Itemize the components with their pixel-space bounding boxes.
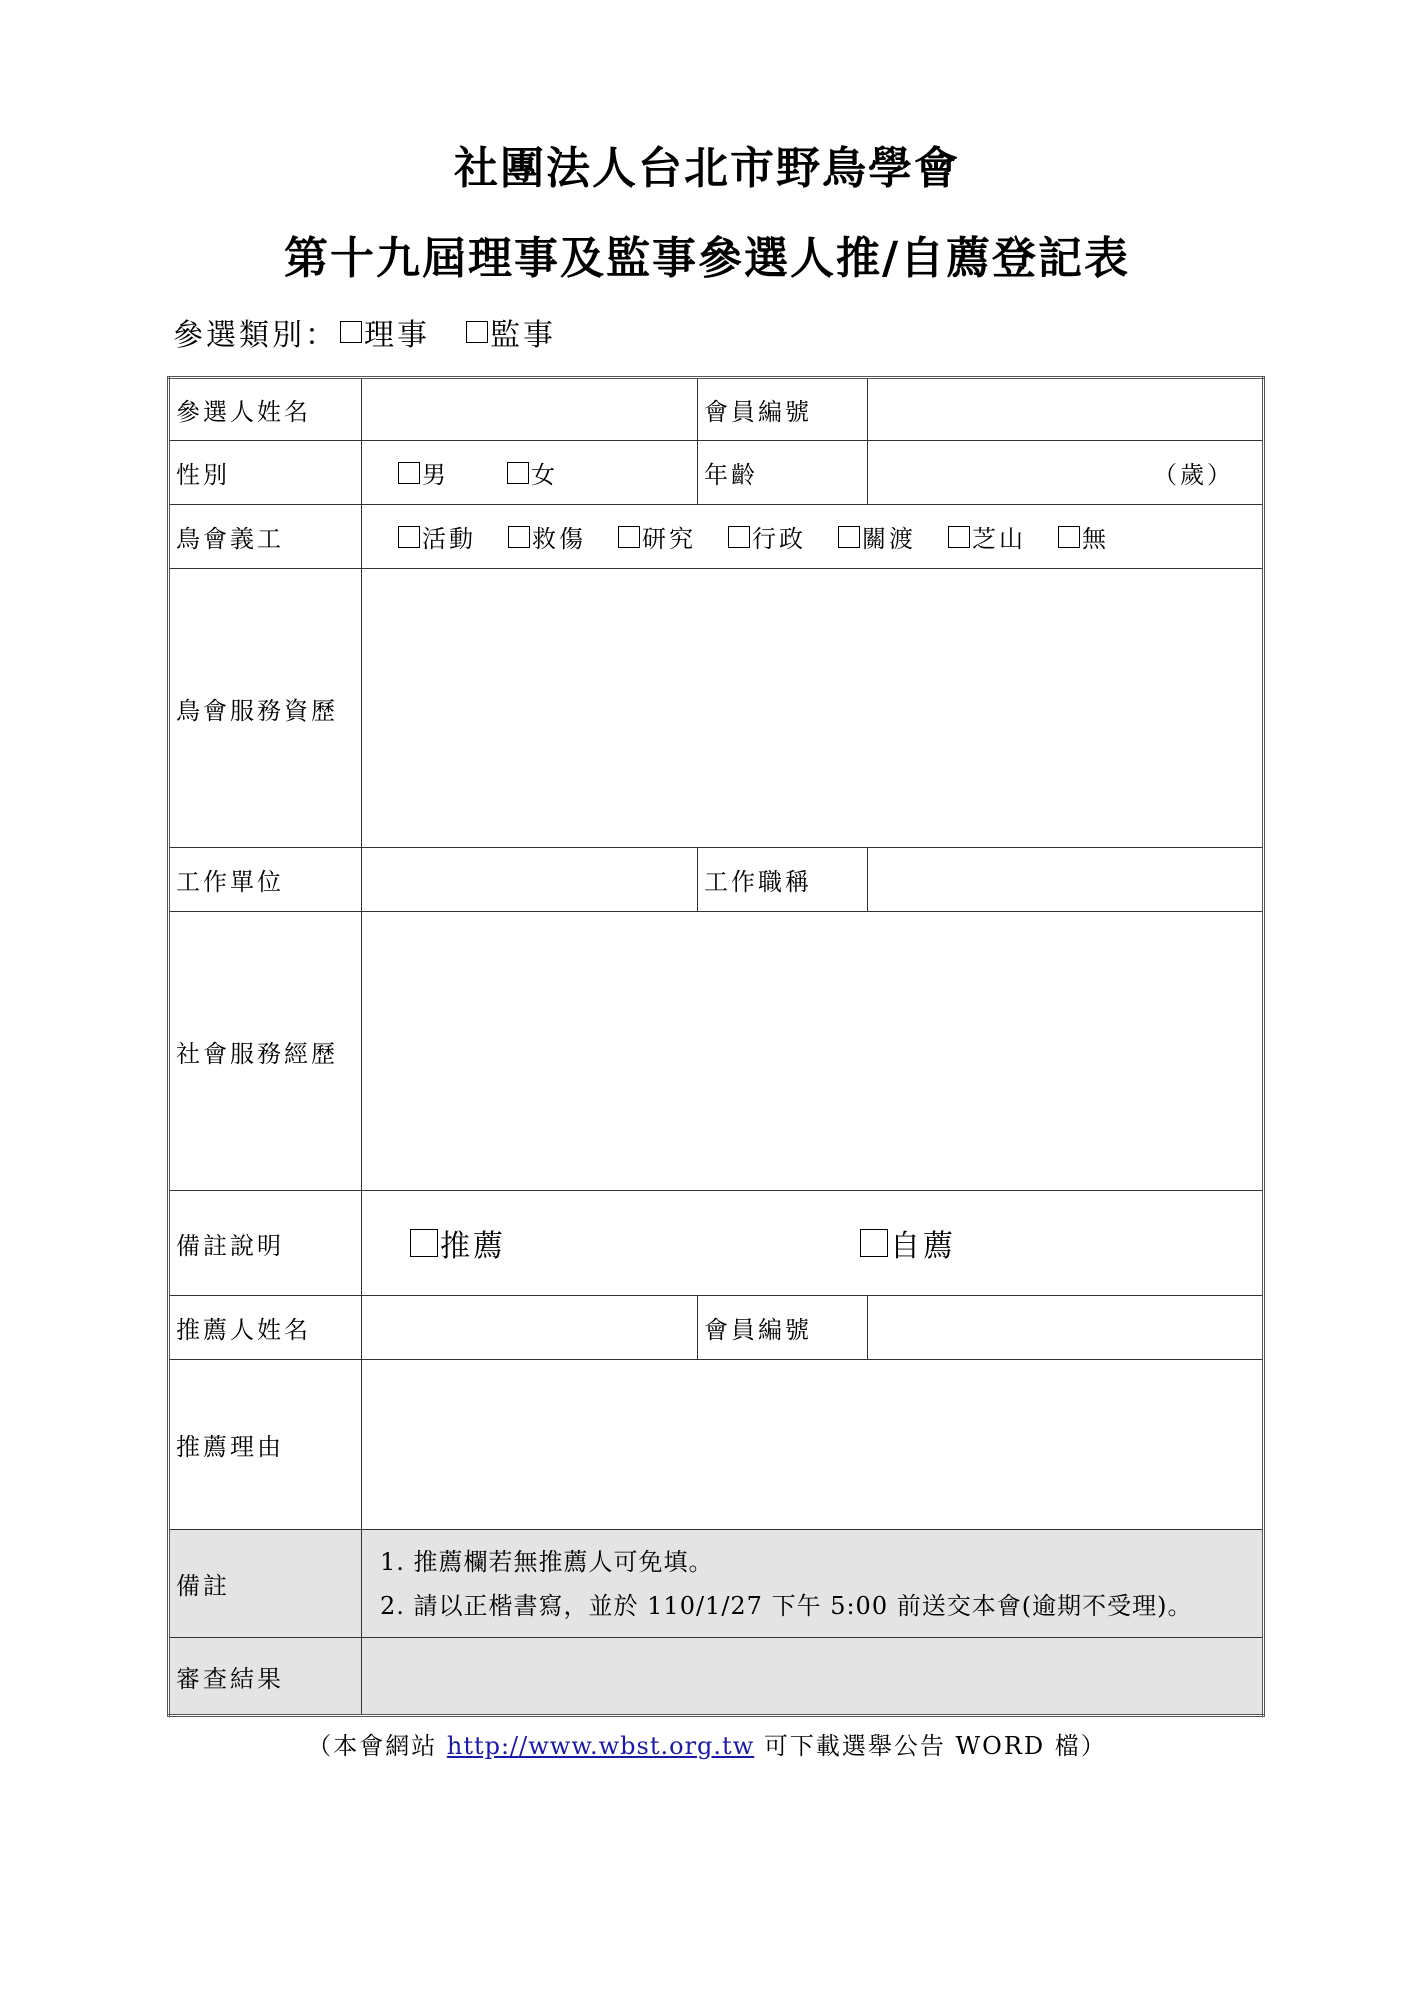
age-field[interactable]: （歲）: [868, 441, 1264, 505]
category-option-director: 理事: [364, 318, 430, 353]
candidate-name-label: 參選人姓名: [169, 378, 362, 441]
job-title-field[interactable]: [868, 848, 1264, 912]
remark-label: 備註說明: [169, 1191, 362, 1296]
website-link[interactable]: http://www.wbst.org.tw: [446, 1732, 755, 1760]
footer-suffix: 可下載選舉公告 WORD 檔）: [754, 1732, 1107, 1760]
recommender-name-field[interactable]: [362, 1296, 698, 1360]
gender-option-male: 男: [422, 461, 449, 489]
form-title: 社團法人台北市野鳥學會: [454, 143, 960, 194]
volunteer-option: 行政: [752, 525, 806, 553]
remark-options: [362, 1191, 1264, 1296]
category-option-supervisor: 監事: [490, 318, 556, 353]
volunteer-option: 芝山: [972, 525, 1026, 553]
volunteer-options: [362, 505, 1264, 569]
volunteer-option: 活動: [422, 525, 476, 553]
notes-label: 備註: [169, 1530, 362, 1638]
job-title-label: 工作職稱: [698, 848, 868, 912]
member-no-field[interactable]: [868, 378, 1264, 441]
remark-option-self: 自薦: [890, 1229, 956, 1264]
gender-label: 性別: [169, 441, 362, 505]
footer-prefix: （本會網站: [307, 1732, 447, 1760]
workplace-field[interactable]: [362, 848, 698, 912]
volunteer-option: 關渡: [862, 525, 916, 553]
checkbox-volunteer-admin[interactable]: [728, 526, 750, 548]
gender-options: [362, 441, 698, 505]
review-label: 審查結果: [169, 1638, 362, 1716]
checkbox-self-recommend[interactable]: [860, 1229, 888, 1257]
registration-form: [167, 376, 1265, 1717]
recommender-name-label: 推薦人姓名: [169, 1296, 362, 1360]
checkbox-volunteer-activity[interactable]: [398, 526, 420, 548]
note-item: 1. 推薦欄若無推薦人可免填。: [380, 1547, 714, 1576]
recommender-member-no-field[interactable]: [868, 1296, 1264, 1360]
checkbox-volunteer-research[interactable]: [618, 526, 640, 548]
reason-label: 推薦理由: [169, 1360, 362, 1530]
service-history-label: 鳥會服務資歷: [169, 569, 362, 848]
candidate-name-field[interactable]: [362, 378, 698, 441]
reason-field[interactable]: [362, 1360, 1264, 1530]
volunteer-option: 救傷: [532, 525, 586, 553]
footer-note: [0, 1726, 1414, 1761]
review-field: [362, 1638, 1264, 1716]
checkbox-volunteer-none[interactable]: [1058, 526, 1080, 548]
checkbox-recommend[interactable]: [410, 1229, 438, 1257]
social-service-field[interactable]: [362, 912, 1264, 1191]
volunteer-option: 研究: [642, 525, 696, 553]
age-label: 年齡: [698, 441, 868, 505]
checkbox-supervisor[interactable]: [466, 321, 488, 343]
gender-option-female: 女: [531, 461, 558, 489]
workplace-label: 工作單位: [169, 848, 362, 912]
checkbox-female[interactable]: [507, 462, 529, 484]
category-row: [173, 310, 556, 354]
notes-content: [362, 1530, 1264, 1638]
note-item: 2. 請以正楷書寫，並於 110/1/27 下午 5:00 前送交本會(逾期不受理)。: [380, 1591, 1193, 1620]
remark-option-recommend: 推薦: [440, 1229, 506, 1264]
member-no-label: 會員編號: [698, 378, 868, 441]
recommender-member-no-label: 會員編號: [698, 1296, 868, 1360]
volunteer-label: 鳥會義工: [169, 505, 362, 569]
checkbox-male[interactable]: [398, 462, 420, 484]
checkbox-volunteer-zhishan[interactable]: [948, 526, 970, 548]
social-service-label: 社會服務經歷: [169, 912, 362, 1191]
checkbox-volunteer-guandu[interactable]: [838, 526, 860, 548]
service-history-field[interactable]: [362, 569, 1264, 848]
volunteer-option: 無: [1082, 525, 1109, 553]
category-label: 參選類別：: [173, 318, 338, 353]
form-subtitle: 第十九屆理事及監事參選人推/自薦登記表: [283, 233, 1131, 284]
checkbox-director[interactable]: [340, 321, 362, 343]
checkbox-volunteer-rescue[interactable]: [508, 526, 530, 548]
